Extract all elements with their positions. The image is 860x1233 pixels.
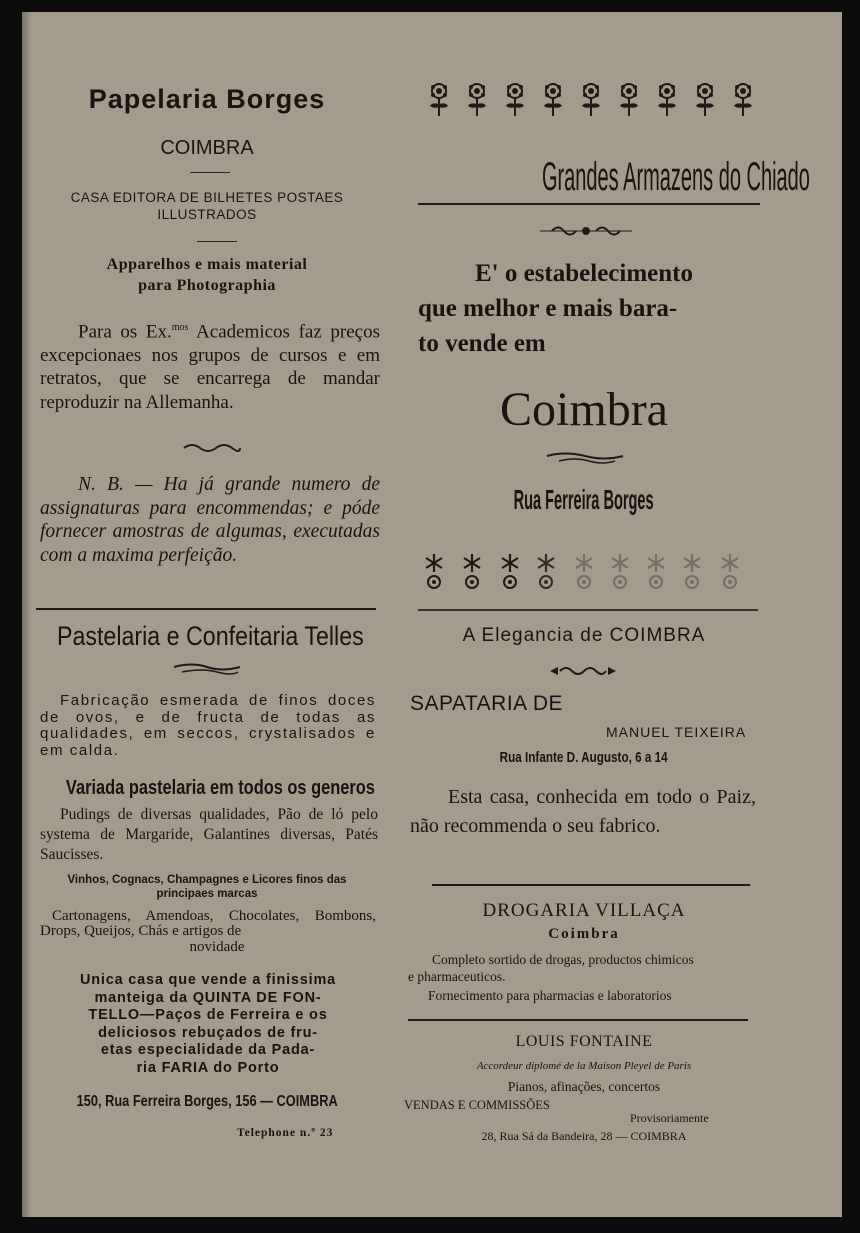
ornament-swash (545, 451, 625, 465)
flower-ornament-row (428, 82, 754, 126)
fontaine-address: 28, Rua Sá da Bandeira, 28 — COIMBRA (481, 1129, 687, 1143)
asterisk-ornament-row (424, 552, 754, 596)
ornament-vine (538, 224, 634, 238)
section-rule (408, 1019, 748, 1021)
drogaria-line-1: Completo sortido de drogas, productos chimicos (432, 952, 694, 967)
elegancia-shop: SAPATARIA DE (410, 692, 564, 715)
text-line: ria FARIA do Porto (136, 1059, 280, 1076)
fontaine-provisional: Provisoriamente (630, 1111, 709, 1125)
elegancia-title: A Elegancia de COIMBRA (462, 625, 706, 646)
ornament-swash (172, 662, 242, 676)
pastelaria-address: 150, Rua Ferreira Borges, 156 — COIMBRA (76, 1093, 338, 1110)
fontaine-services: Pianos, afinações, concertos (507, 1079, 661, 1094)
pastelaria-telephone: Telephone n.º 23 (237, 1127, 334, 1139)
drogaria-city: Coimbra (548, 926, 620, 942)
section-rule (36, 608, 376, 610)
chiado-line-1: E' o estabelecimento (474, 260, 693, 287)
fontaine-subtitle: Accordeur diplomé de la Maison Pleyel de Paris (476, 1060, 692, 1072)
body-text: Para os Ex. (78, 321, 172, 343)
ornament-swash (182, 442, 242, 454)
papelaria-body (40, 316, 380, 414)
pastelaria-p2-2: principaes marcas (156, 888, 258, 900)
chiado-line-2: que melhor e mais bara- (418, 295, 678, 322)
section-rule (418, 203, 760, 205)
papelaria-title: Papelaria Borges (88, 84, 326, 114)
text-line: deliciosos rebuçados de fru- (98, 1024, 318, 1041)
fontaine-title: LOUIS FONTAINE (515, 1033, 653, 1050)
body-text: Academicos faz preços excepcionaes nos grupos de cursos e em retratos, que se encarrega de mandar reproduzir na Allemanha. (40, 321, 380, 413)
chiado-title: Grandes Armazens do Chiado (541, 155, 810, 199)
drogaria-title: DROGARIA VILLAÇA (482, 900, 686, 921)
divider (197, 241, 237, 242)
pastelaria-p2-1: Vinhos, Cognacs, Champagnes e Licores finos das (67, 874, 347, 886)
page-spine (22, 12, 32, 1217)
text-line: TELLO—Paços de Ferreira e os (88, 1007, 328, 1023)
drogaria-line-3: Fornecimento para pharmacias e laboratorios (428, 988, 672, 1003)
text-line: manteiga da QUINTA DE FON- (94, 989, 322, 1006)
papelaria-heading-2: para Photographia (138, 277, 276, 294)
pastelaria-title: Pastelaria e Confeitaria Telles (56, 621, 364, 651)
papelaria-subtitle-2: ILLUSTRADOS (157, 207, 257, 222)
chiado-street: Rua Ferreira Borges (514, 484, 654, 515)
elegancia-owner: MANUEL TEIXEIRA (606, 724, 747, 740)
ornament-vine (548, 665, 618, 677)
papelaria-heading-1: Apparelhos e mais material (106, 256, 308, 273)
pastelaria-p4 (32, 972, 384, 1077)
text-line: etas especialidade da Pada- (100, 1042, 316, 1058)
pastelaria-p1: Pudings de diversas qualidades, Pão de ló pelo systema de Margaride, Galantines diversas, Patés Saucisses. (40, 806, 378, 863)
pastelaria-heading: Variada pastelaria em todos os generos (65, 777, 375, 799)
fontaine-sales: VENDAS E COMMISSÕES (404, 1098, 550, 1112)
superscript: mos (171, 322, 189, 333)
section-rule (418, 609, 758, 611)
text-line: Unica casa que vende a finissima (79, 972, 337, 988)
papelaria-note: N. B. — Ha já grande numero de assignaturas para encommendas; e póde fornecer amostras de algumas, executadas com a maxima perfeição. (40, 474, 380, 566)
elegancia-address: Rua Infante D. Augusto, 6 a 14 (500, 749, 668, 766)
pastelaria-intro: Fabricação esmerada de finos doces de ovos, e de fructa de todas as qualidades, em seccos, crystalisados e em calda. (40, 692, 376, 759)
elegancia-body: Esta casa, conhecida em todo o Paiz, não recommenda o seu fabrico. (410, 786, 756, 837)
chiado-line-3: to vende em (418, 330, 546, 357)
drogaria-line-2: e pharmaceuticos. (408, 969, 506, 984)
pastelaria-p3-2: novidade (189, 939, 245, 955)
papelaria-city: COIMBRA (160, 137, 254, 159)
divider (190, 172, 230, 173)
papelaria-subtitle-1: CASA EDITORA DE BILHETES POSTAES (70, 190, 344, 205)
chiado-city: Coimbra (500, 383, 668, 436)
pastelaria-p3-1: Cartonagens, Amendoas, Chocolates, Bombons, Drops, Queijos, Chás e artigos de (40, 908, 376, 939)
section-rule (432, 884, 750, 886)
document-page (22, 12, 842, 1217)
